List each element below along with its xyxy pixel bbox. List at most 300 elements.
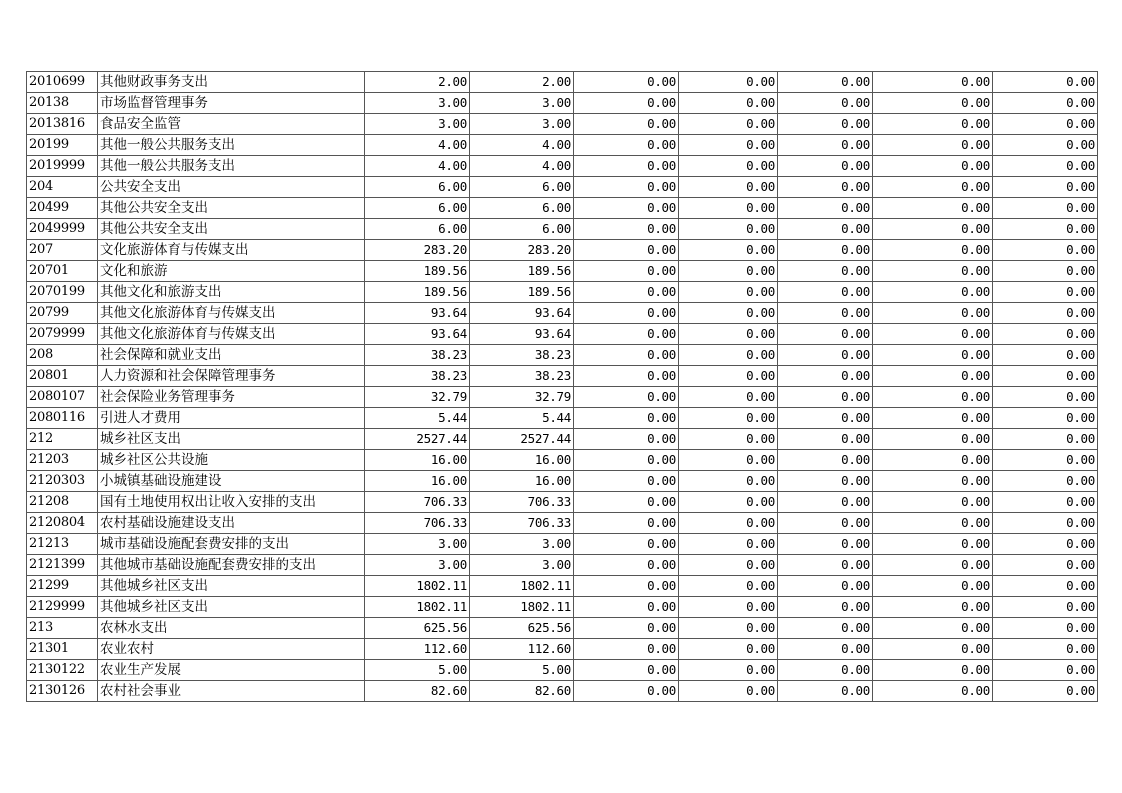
amount-cell: 0.00 bbox=[873, 93, 993, 114]
amount-cell: 0.00 bbox=[679, 177, 778, 198]
subject-code-cell: 2121399 bbox=[27, 555, 98, 576]
amount-cell: 189.56 bbox=[470, 282, 574, 303]
subject-code-cell: 21299 bbox=[27, 576, 98, 597]
table-row bbox=[27, 345, 1098, 366]
amount-cell: 0.00 bbox=[679, 156, 778, 177]
table-row bbox=[27, 618, 1098, 639]
amount-cell: 0.00 bbox=[873, 345, 993, 366]
table-row bbox=[27, 555, 1098, 576]
amount-cell: 0.00 bbox=[873, 660, 993, 681]
amount-cell: 0.00 bbox=[778, 660, 873, 681]
amount-cell: 6.00 bbox=[470, 219, 574, 240]
table-row bbox=[27, 366, 1098, 387]
amount-cell: 0.00 bbox=[873, 198, 993, 219]
amount-cell: 0.00 bbox=[873, 324, 993, 345]
table-row bbox=[27, 282, 1098, 303]
amount-cell: 1802.11 bbox=[365, 597, 470, 618]
amount-cell: 0.00 bbox=[574, 198, 679, 219]
amount-cell: 0.00 bbox=[679, 429, 778, 450]
amount-cell: 0.00 bbox=[873, 471, 993, 492]
amount-cell: 0.00 bbox=[993, 72, 1098, 93]
amount-cell: 3.00 bbox=[470, 534, 574, 555]
amount-cell: 38.23 bbox=[470, 345, 574, 366]
subject-name-cell: 城市基础设施配套费安排的支出 bbox=[98, 534, 365, 555]
subject-name-cell: 社会保障和就业支出 bbox=[98, 345, 365, 366]
table-row bbox=[27, 534, 1098, 555]
amount-cell: 2.00 bbox=[470, 72, 574, 93]
amount-cell: 0.00 bbox=[778, 198, 873, 219]
amount-cell: 0.00 bbox=[679, 219, 778, 240]
amount-cell: 0.00 bbox=[574, 534, 679, 555]
amount-cell: 0.00 bbox=[679, 93, 778, 114]
subject-code-cell: 212 bbox=[27, 429, 98, 450]
amount-cell: 0.00 bbox=[679, 114, 778, 135]
amount-cell: 0.00 bbox=[993, 282, 1098, 303]
subject-code-cell: 20701 bbox=[27, 261, 98, 282]
amount-cell: 0.00 bbox=[993, 177, 1098, 198]
amount-cell: 3.00 bbox=[470, 555, 574, 576]
amount-cell: 0.00 bbox=[778, 450, 873, 471]
subject-name-cell: 国有土地使用权出让收入安排的支出 bbox=[98, 492, 365, 513]
amount-cell: 0.00 bbox=[873, 366, 993, 387]
amount-cell: 0.00 bbox=[993, 450, 1098, 471]
amount-cell: 0.00 bbox=[574, 597, 679, 618]
table-row bbox=[27, 597, 1098, 618]
amount-cell: 189.56 bbox=[470, 261, 574, 282]
subject-name-cell: 其他文化旅游体育与传媒支出 bbox=[98, 324, 365, 345]
amount-cell: 0.00 bbox=[993, 261, 1098, 282]
subject-code-cell: 208 bbox=[27, 345, 98, 366]
amount-cell: 0.00 bbox=[679, 597, 778, 618]
subject-code-cell: 21203 bbox=[27, 450, 98, 471]
subject-code-cell: 20199 bbox=[27, 135, 98, 156]
amount-cell: 283.20 bbox=[365, 240, 470, 261]
amount-cell: 4.00 bbox=[365, 135, 470, 156]
amount-cell: 0.00 bbox=[679, 576, 778, 597]
amount-cell: 0.00 bbox=[574, 513, 679, 534]
amount-cell: 16.00 bbox=[365, 471, 470, 492]
amount-cell: 189.56 bbox=[365, 261, 470, 282]
amount-cell: 0.00 bbox=[993, 576, 1098, 597]
amount-cell: 0.00 bbox=[873, 156, 993, 177]
subject-code-cell: 20138 bbox=[27, 93, 98, 114]
subject-code-cell: 21301 bbox=[27, 639, 98, 660]
amount-cell: 0.00 bbox=[993, 240, 1098, 261]
amount-cell: 0.00 bbox=[574, 114, 679, 135]
subject-name-cell: 农村基础设施建设支出 bbox=[98, 513, 365, 534]
amount-cell: 0.00 bbox=[778, 408, 873, 429]
amount-cell: 0.00 bbox=[778, 114, 873, 135]
amount-cell: 1802.11 bbox=[470, 597, 574, 618]
subject-code-cell: 2120303 bbox=[27, 471, 98, 492]
subject-code-cell: 2019999 bbox=[27, 156, 98, 177]
subject-code-cell: 204 bbox=[27, 177, 98, 198]
amount-cell: 0.00 bbox=[679, 408, 778, 429]
amount-cell: 16.00 bbox=[470, 471, 574, 492]
amount-cell: 0.00 bbox=[679, 618, 778, 639]
subject-code-cell: 2129999 bbox=[27, 597, 98, 618]
subject-code-cell: 2130122 bbox=[27, 660, 98, 681]
amount-cell: 93.64 bbox=[365, 303, 470, 324]
amount-cell: 3.00 bbox=[365, 534, 470, 555]
subject-name-cell: 城乡社区支出 bbox=[98, 429, 365, 450]
amount-cell: 112.60 bbox=[365, 639, 470, 660]
amount-cell: 0.00 bbox=[574, 681, 679, 702]
amount-cell: 0.00 bbox=[679, 555, 778, 576]
amount-cell: 0.00 bbox=[778, 240, 873, 261]
subject-code-cell: 2080116 bbox=[27, 408, 98, 429]
amount-cell: 0.00 bbox=[873, 72, 993, 93]
amount-cell: 0.00 bbox=[778, 387, 873, 408]
amount-cell: 0.00 bbox=[778, 282, 873, 303]
subject-name-cell: 其他文化和旅游支出 bbox=[98, 282, 365, 303]
amount-cell: 0.00 bbox=[873, 576, 993, 597]
subject-code-cell: 207 bbox=[27, 240, 98, 261]
table-row bbox=[27, 303, 1098, 324]
amount-cell: 0.00 bbox=[574, 72, 679, 93]
amount-cell: 0.00 bbox=[778, 429, 873, 450]
amount-cell: 0.00 bbox=[679, 198, 778, 219]
table-row bbox=[27, 219, 1098, 240]
amount-cell: 32.79 bbox=[365, 387, 470, 408]
subject-code-cell: 2013816 bbox=[27, 114, 98, 135]
amount-cell: 1802.11 bbox=[365, 576, 470, 597]
amount-cell: 0.00 bbox=[574, 156, 679, 177]
amount-cell: 0.00 bbox=[993, 366, 1098, 387]
amount-cell: 0.00 bbox=[574, 429, 679, 450]
amount-cell: 0.00 bbox=[873, 429, 993, 450]
amount-cell: 32.79 bbox=[470, 387, 574, 408]
amount-cell: 2527.44 bbox=[470, 429, 574, 450]
amount-cell: 0.00 bbox=[778, 534, 873, 555]
amount-cell: 0.00 bbox=[574, 345, 679, 366]
amount-cell: 0.00 bbox=[778, 366, 873, 387]
amount-cell: 2527.44 bbox=[365, 429, 470, 450]
amount-cell: 0.00 bbox=[679, 345, 778, 366]
amount-cell: 16.00 bbox=[365, 450, 470, 471]
amount-cell: 189.56 bbox=[365, 282, 470, 303]
subject-name-cell: 城乡社区公共设施 bbox=[98, 450, 365, 471]
amount-cell: 93.64 bbox=[470, 303, 574, 324]
amount-cell: 0.00 bbox=[679, 513, 778, 534]
subject-name-cell: 人力资源和社会保障管理事务 bbox=[98, 366, 365, 387]
amount-cell: 0.00 bbox=[778, 471, 873, 492]
amount-cell: 0.00 bbox=[778, 597, 873, 618]
amount-cell: 0.00 bbox=[873, 177, 993, 198]
amount-cell: 0.00 bbox=[993, 660, 1098, 681]
amount-cell: 0.00 bbox=[873, 618, 993, 639]
table-row bbox=[27, 450, 1098, 471]
amount-cell: 0.00 bbox=[993, 597, 1098, 618]
amount-cell: 0.00 bbox=[993, 534, 1098, 555]
amount-cell: 38.23 bbox=[365, 345, 470, 366]
amount-cell: 0.00 bbox=[679, 450, 778, 471]
amount-cell: 0.00 bbox=[679, 387, 778, 408]
amount-cell: 706.33 bbox=[470, 492, 574, 513]
amount-cell: 706.33 bbox=[470, 513, 574, 534]
amount-cell: 0.00 bbox=[778, 303, 873, 324]
subject-code-cell: 21208 bbox=[27, 492, 98, 513]
amount-cell: 0.00 bbox=[574, 408, 679, 429]
amount-cell: 3.00 bbox=[470, 114, 574, 135]
subject-name-cell: 其他城乡社区支出 bbox=[98, 597, 365, 618]
amount-cell: 0.00 bbox=[873, 639, 993, 660]
table-row bbox=[27, 471, 1098, 492]
amount-cell: 0.00 bbox=[574, 324, 679, 345]
amount-cell: 93.64 bbox=[365, 324, 470, 345]
amount-cell: 0.00 bbox=[778, 324, 873, 345]
subject-code-cell: 213 bbox=[27, 618, 98, 639]
amount-cell: 0.00 bbox=[679, 135, 778, 156]
amount-cell: 0.00 bbox=[873, 492, 993, 513]
amount-cell: 0.00 bbox=[873, 114, 993, 135]
subject-name-cell: 其他城市基础设施配套费安排的支出 bbox=[98, 555, 365, 576]
amount-cell: 3.00 bbox=[365, 114, 470, 135]
amount-cell: 3.00 bbox=[365, 93, 470, 114]
amount-cell: 0.00 bbox=[778, 135, 873, 156]
amount-cell: 0.00 bbox=[679, 471, 778, 492]
amount-cell: 0.00 bbox=[778, 72, 873, 93]
table-row bbox=[27, 93, 1098, 114]
amount-cell: 6.00 bbox=[365, 198, 470, 219]
amount-cell: 0.00 bbox=[679, 492, 778, 513]
amount-cell: 0.00 bbox=[993, 681, 1098, 702]
subject-code-cell: 2049999 bbox=[27, 219, 98, 240]
amount-cell: 0.00 bbox=[778, 345, 873, 366]
amount-cell: 0.00 bbox=[574, 492, 679, 513]
amount-cell: 0.00 bbox=[993, 492, 1098, 513]
subject-code-cell: 2080107 bbox=[27, 387, 98, 408]
table-row bbox=[27, 660, 1098, 681]
amount-cell: 0.00 bbox=[873, 513, 993, 534]
amount-cell: 0.00 bbox=[574, 240, 679, 261]
amount-cell: 0.00 bbox=[574, 576, 679, 597]
table-row bbox=[27, 324, 1098, 345]
amount-cell: 0.00 bbox=[993, 639, 1098, 660]
subject-name-cell: 农林水支出 bbox=[98, 618, 365, 639]
amount-cell: 0.00 bbox=[873, 135, 993, 156]
subject-name-cell: 其他城乡社区支出 bbox=[98, 576, 365, 597]
amount-cell: 4.00 bbox=[365, 156, 470, 177]
table-row bbox=[27, 261, 1098, 282]
amount-cell: 0.00 bbox=[679, 282, 778, 303]
amount-cell: 16.00 bbox=[470, 450, 574, 471]
amount-cell: 0.00 bbox=[993, 198, 1098, 219]
table-row bbox=[27, 177, 1098, 198]
amount-cell: 5.44 bbox=[365, 408, 470, 429]
amount-cell: 0.00 bbox=[873, 555, 993, 576]
subject-name-cell: 其他公共安全支出 bbox=[98, 198, 365, 219]
amount-cell: 0.00 bbox=[778, 681, 873, 702]
amount-cell: 0.00 bbox=[574, 366, 679, 387]
amount-cell: 0.00 bbox=[574, 177, 679, 198]
amount-cell: 0.00 bbox=[679, 72, 778, 93]
amount-cell: 0.00 bbox=[574, 93, 679, 114]
amount-cell: 6.00 bbox=[470, 198, 574, 219]
amount-cell: 0.00 bbox=[778, 93, 873, 114]
amount-cell: 0.00 bbox=[574, 282, 679, 303]
amount-cell: 0.00 bbox=[679, 303, 778, 324]
table-row bbox=[27, 156, 1098, 177]
amount-cell: 0.00 bbox=[574, 660, 679, 681]
subject-code-cell: 2079999 bbox=[27, 324, 98, 345]
amount-cell: 0.00 bbox=[574, 135, 679, 156]
subject-name-cell: 市场监督管理事务 bbox=[98, 93, 365, 114]
amount-cell: 3.00 bbox=[365, 555, 470, 576]
amount-cell: 6.00 bbox=[470, 177, 574, 198]
amount-cell: 0.00 bbox=[778, 618, 873, 639]
amount-cell: 0.00 bbox=[993, 429, 1098, 450]
amount-cell: 0.00 bbox=[993, 345, 1098, 366]
amount-cell: 0.00 bbox=[993, 303, 1098, 324]
amount-cell: 0.00 bbox=[778, 555, 873, 576]
table-row bbox=[27, 240, 1098, 261]
amount-cell: 0.00 bbox=[873, 261, 993, 282]
subject-code-cell: 2120804 bbox=[27, 513, 98, 534]
table-row bbox=[27, 429, 1098, 450]
subject-name-cell: 农业生产发展 bbox=[98, 660, 365, 681]
amount-cell: 82.60 bbox=[470, 681, 574, 702]
budget-expenditure-table bbox=[26, 71, 1098, 702]
table-row bbox=[27, 492, 1098, 513]
amount-cell: 82.60 bbox=[365, 681, 470, 702]
subject-name-cell: 引进人才费用 bbox=[98, 408, 365, 429]
amount-cell: 6.00 bbox=[365, 177, 470, 198]
amount-cell: 93.64 bbox=[470, 324, 574, 345]
subject-name-cell: 社会保险业务管理事务 bbox=[98, 387, 365, 408]
amount-cell: 0.00 bbox=[778, 177, 873, 198]
subject-code-cell: 20799 bbox=[27, 303, 98, 324]
table-row bbox=[27, 198, 1098, 219]
table-body bbox=[27, 72, 1098, 702]
amount-cell: 38.23 bbox=[365, 366, 470, 387]
amount-cell: 0.00 bbox=[778, 156, 873, 177]
amount-cell: 0.00 bbox=[873, 303, 993, 324]
subject-code-cell: 2070199 bbox=[27, 282, 98, 303]
subject-code-cell: 21213 bbox=[27, 534, 98, 555]
subject-name-cell: 食品安全监管 bbox=[98, 114, 365, 135]
amount-cell: 0.00 bbox=[574, 450, 679, 471]
amount-cell: 625.56 bbox=[365, 618, 470, 639]
amount-cell: 0.00 bbox=[574, 219, 679, 240]
subject-name-cell: 农业农村 bbox=[98, 639, 365, 660]
subject-code-cell: 2130126 bbox=[27, 681, 98, 702]
subject-name-cell: 文化旅游体育与传媒支出 bbox=[98, 240, 365, 261]
amount-cell: 706.33 bbox=[365, 492, 470, 513]
amount-cell: 0.00 bbox=[873, 387, 993, 408]
subject-name-cell: 其他文化旅游体育与传媒支出 bbox=[98, 303, 365, 324]
amount-cell: 0.00 bbox=[873, 282, 993, 303]
amount-cell: 5.00 bbox=[365, 660, 470, 681]
amount-cell: 0.00 bbox=[873, 681, 993, 702]
amount-cell: 38.23 bbox=[470, 366, 574, 387]
amount-cell: 0.00 bbox=[679, 681, 778, 702]
amount-cell: 0.00 bbox=[993, 135, 1098, 156]
amount-cell: 0.00 bbox=[778, 576, 873, 597]
amount-cell: 0.00 bbox=[993, 324, 1098, 345]
amount-cell: 0.00 bbox=[993, 387, 1098, 408]
table-row bbox=[27, 72, 1098, 93]
amount-cell: 0.00 bbox=[993, 618, 1098, 639]
amount-cell: 0.00 bbox=[873, 240, 993, 261]
amount-cell: 0.00 bbox=[679, 639, 778, 660]
table-row bbox=[27, 576, 1098, 597]
amount-cell: 0.00 bbox=[679, 534, 778, 555]
amount-cell: 283.20 bbox=[470, 240, 574, 261]
amount-cell: 0.00 bbox=[574, 471, 679, 492]
table-row bbox=[27, 681, 1098, 702]
amount-cell: 0.00 bbox=[778, 219, 873, 240]
amount-cell: 0.00 bbox=[993, 114, 1098, 135]
amount-cell: 0.00 bbox=[873, 408, 993, 429]
subject-name-cell: 其他财政事务支出 bbox=[98, 72, 365, 93]
amount-cell: 6.00 bbox=[365, 219, 470, 240]
subject-name-cell: 其他一般公共服务支出 bbox=[98, 156, 365, 177]
amount-cell: 2.00 bbox=[365, 72, 470, 93]
subject-code-cell: 2010699 bbox=[27, 72, 98, 93]
amount-cell: 0.00 bbox=[778, 261, 873, 282]
amount-cell: 0.00 bbox=[574, 555, 679, 576]
amount-cell: 0.00 bbox=[679, 324, 778, 345]
amount-cell: 0.00 bbox=[679, 660, 778, 681]
amount-cell: 0.00 bbox=[993, 219, 1098, 240]
subject-code-cell: 20801 bbox=[27, 366, 98, 387]
amount-cell: 0.00 bbox=[679, 366, 778, 387]
amount-cell: 0.00 bbox=[574, 387, 679, 408]
amount-cell: 706.33 bbox=[365, 513, 470, 534]
amount-cell: 0.00 bbox=[993, 408, 1098, 429]
amount-cell: 5.44 bbox=[470, 408, 574, 429]
subject-code-cell: 20499 bbox=[27, 198, 98, 219]
amount-cell: 0.00 bbox=[574, 618, 679, 639]
amount-cell: 0.00 bbox=[778, 492, 873, 513]
amount-cell: 0.00 bbox=[574, 639, 679, 660]
table-row bbox=[27, 513, 1098, 534]
table-row bbox=[27, 114, 1098, 135]
table-row bbox=[27, 135, 1098, 156]
amount-cell: 0.00 bbox=[873, 597, 993, 618]
amount-cell: 0.00 bbox=[993, 513, 1098, 534]
amount-cell: 0.00 bbox=[873, 534, 993, 555]
amount-cell: 0.00 bbox=[679, 240, 778, 261]
amount-cell: 112.60 bbox=[470, 639, 574, 660]
subject-name-cell: 其他公共安全支出 bbox=[98, 219, 365, 240]
subject-name-cell: 小城镇基础设施建设 bbox=[98, 471, 365, 492]
amount-cell: 0.00 bbox=[873, 450, 993, 471]
amount-cell: 4.00 bbox=[470, 135, 574, 156]
subject-name-cell: 文化和旅游 bbox=[98, 261, 365, 282]
amount-cell: 5.00 bbox=[470, 660, 574, 681]
budget-table-container bbox=[26, 71, 1097, 702]
amount-cell: 0.00 bbox=[873, 219, 993, 240]
amount-cell: 0.00 bbox=[993, 156, 1098, 177]
amount-cell: 625.56 bbox=[470, 618, 574, 639]
subject-name-cell: 公共安全支出 bbox=[98, 177, 365, 198]
amount-cell: 1802.11 bbox=[470, 576, 574, 597]
amount-cell: 0.00 bbox=[993, 471, 1098, 492]
subject-name-cell: 其他一般公共服务支出 bbox=[98, 135, 365, 156]
amount-cell: 0.00 bbox=[778, 639, 873, 660]
amount-cell: 0.00 bbox=[993, 93, 1098, 114]
amount-cell: 0.00 bbox=[574, 303, 679, 324]
table-row bbox=[27, 408, 1098, 429]
table-row bbox=[27, 639, 1098, 660]
amount-cell: 0.00 bbox=[574, 261, 679, 282]
subject-name-cell: 农村社会事业 bbox=[98, 681, 365, 702]
table-row bbox=[27, 387, 1098, 408]
amount-cell: 3.00 bbox=[470, 93, 574, 114]
amount-cell: 0.00 bbox=[679, 261, 778, 282]
